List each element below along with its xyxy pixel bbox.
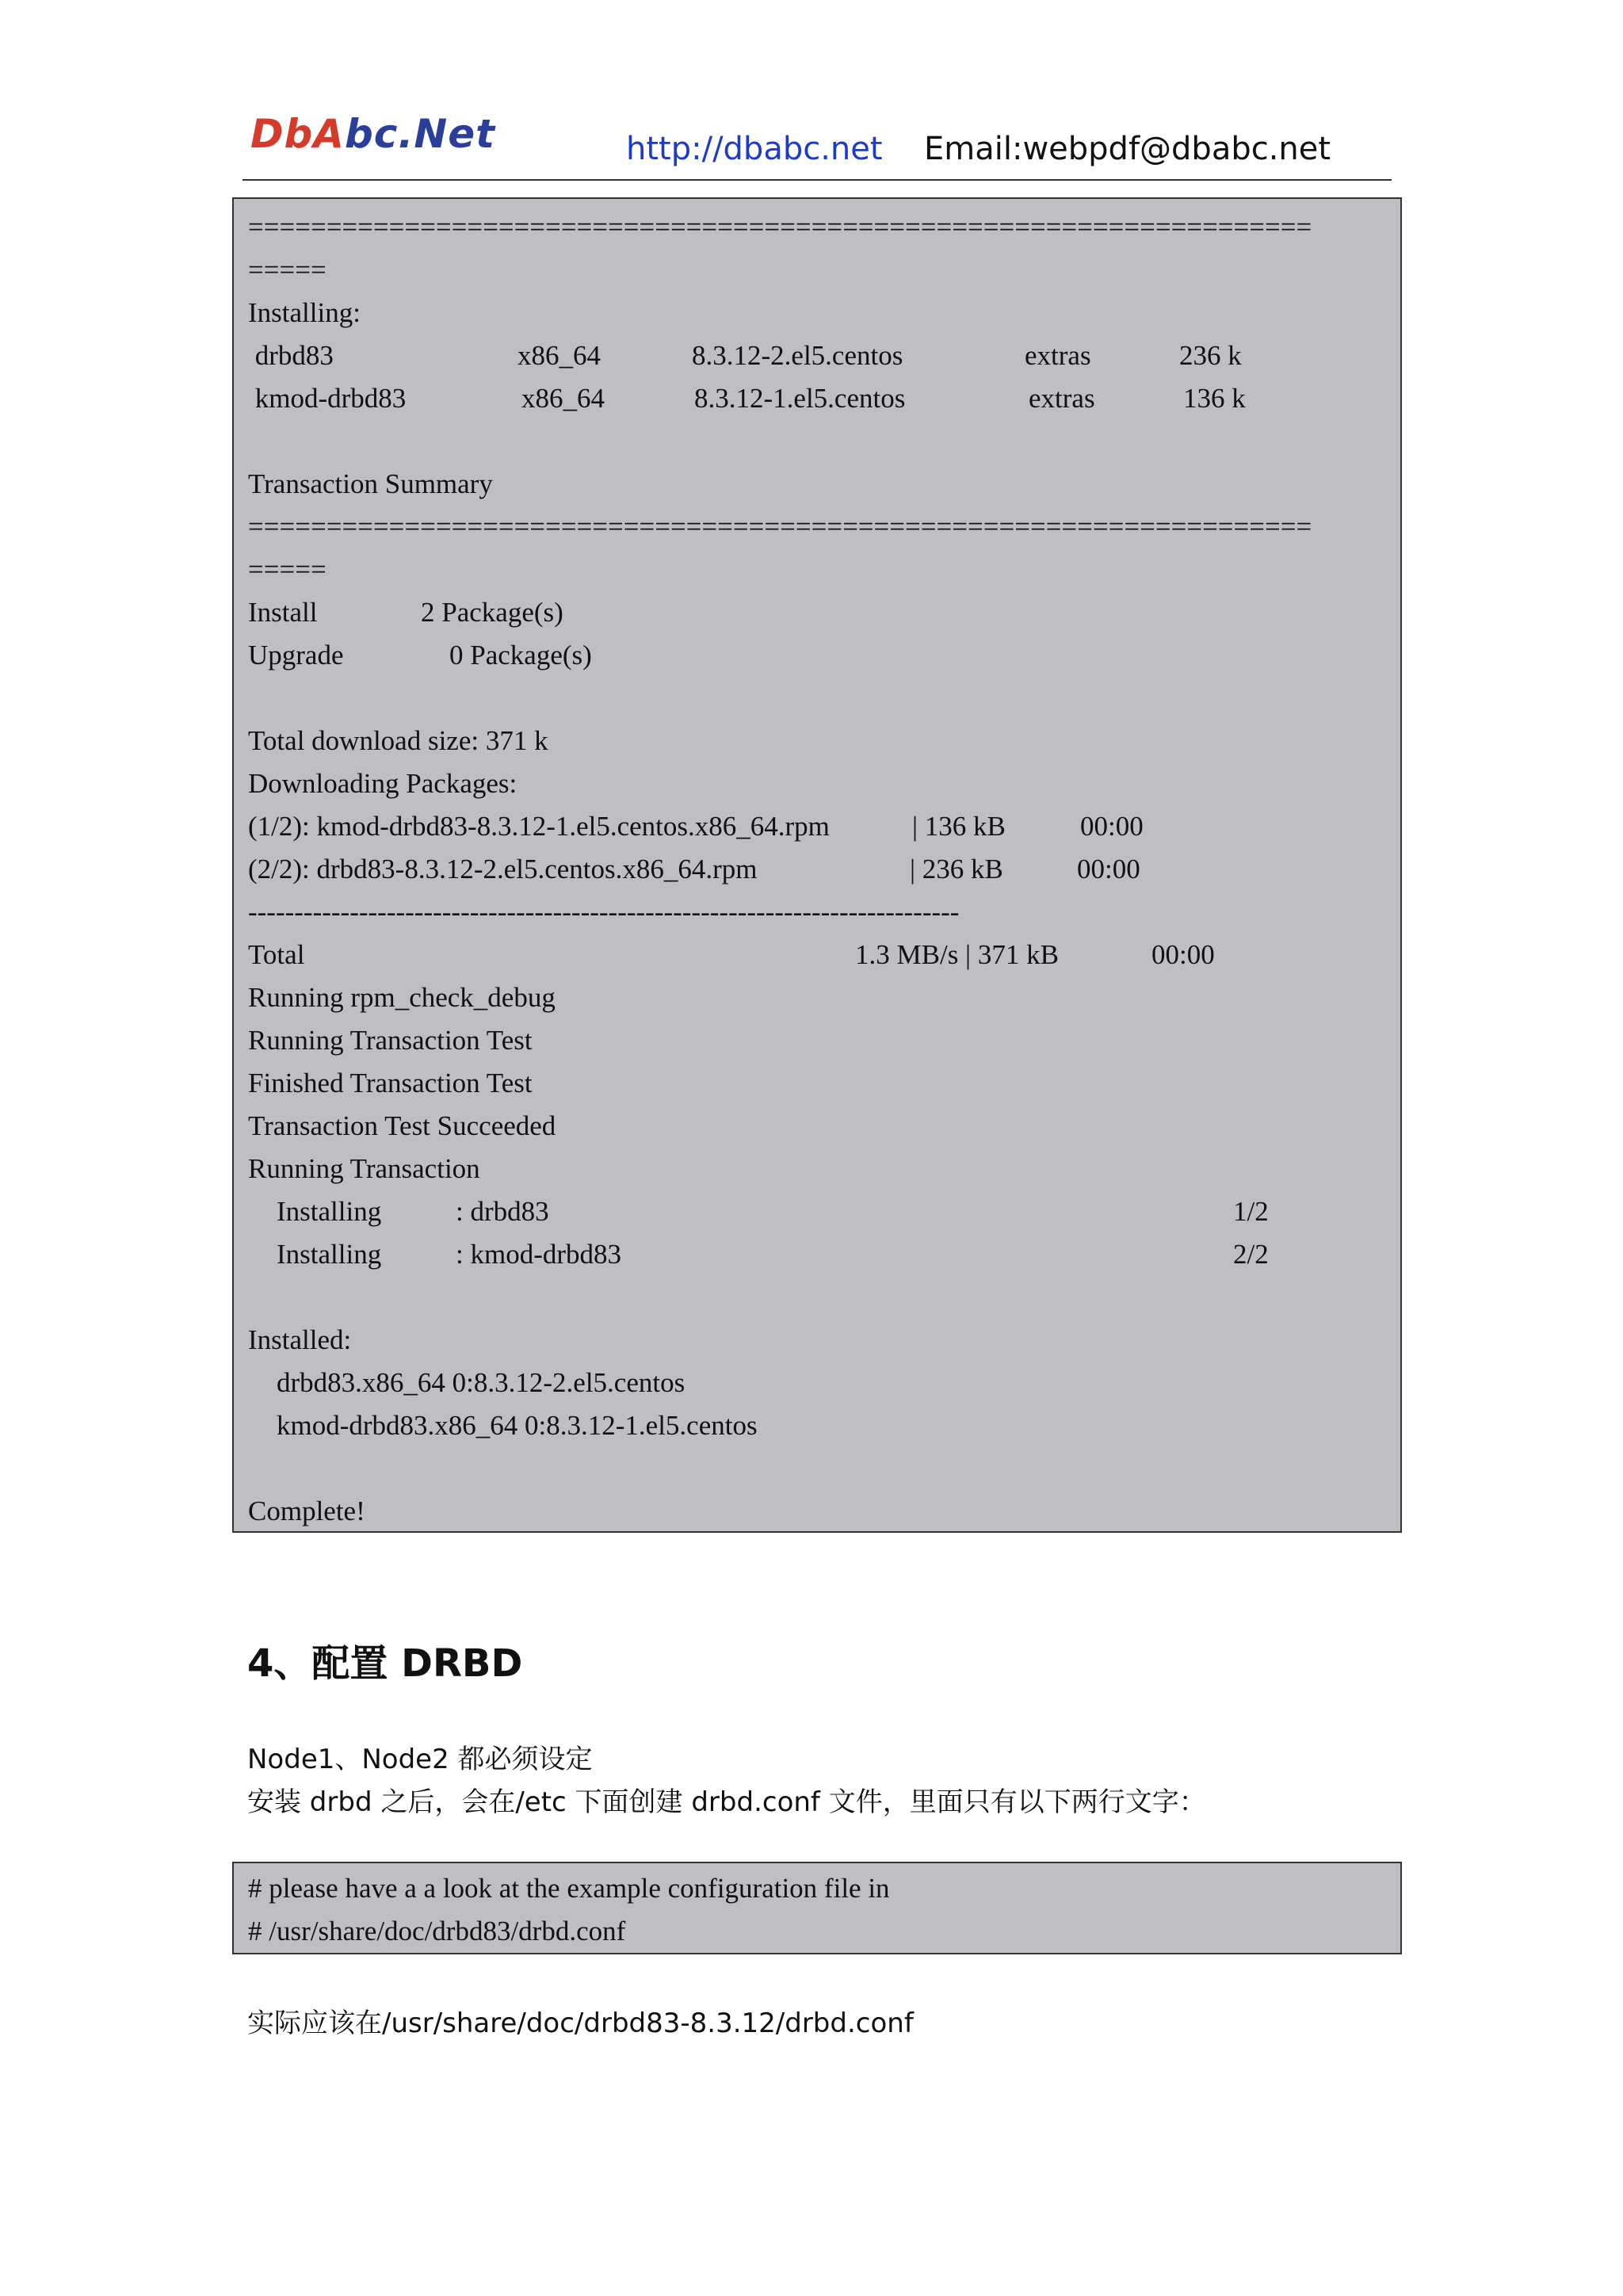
- code-line: Running Transaction Test: [248, 1025, 533, 1056]
- code-line: # /usr/share/doc/drbd83/drbd.conf: [248, 1916, 626, 1946]
- code-block-yum-output: [232, 197, 1402, 1533]
- code-line: x86_64: [521, 383, 605, 414]
- code-line: Installing: [277, 1196, 382, 1227]
- code-line: 236 k: [1179, 340, 1242, 371]
- paragraph-nodes: Node1、Node2 都必须设定: [247, 1744, 593, 1775]
- code-line: 2 Package(s): [421, 597, 563, 628]
- code-line: Finished Transaction Test: [248, 1068, 533, 1098]
- header-url-link[interactable]: http://dbabc.net: [626, 131, 883, 167]
- code-line: x86_64: [517, 340, 601, 371]
- code-line: drbd83.x86_64 0:8.3.12-2.el5.centos: [277, 1367, 685, 1398]
- code-line: Total: [248, 939, 305, 970]
- logo-text-part1: DbA: [250, 111, 345, 157]
- code-line: Total download size: 371 k: [248, 725, 548, 756]
- code-line: Downloading Packages:: [248, 768, 517, 799]
- code-line: Install: [248, 597, 318, 628]
- code-line: Running Transaction: [248, 1153, 480, 1184]
- code-line: kmod-drbd83.x86_64 0:8.3.12-1.el5.centos: [277, 1410, 758, 1441]
- code-line: Complete!: [248, 1496, 365, 1526]
- code-line: Transaction Test Succeeded: [248, 1110, 556, 1141]
- page-header: [242, 111, 1392, 181]
- code-line: | 136 kB: [912, 811, 1006, 842]
- code-line: 0 Package(s): [449, 640, 592, 670]
- code-line: Installing:: [248, 297, 361, 328]
- code-line: 1/2: [1233, 1196, 1269, 1227]
- code-line: -----------------------------------------------------------------------------: [248, 896, 960, 927]
- code-line: Installed:: [248, 1324, 352, 1355]
- code-line: ====================================================================: [248, 511, 1312, 542]
- code-line: 1.3 MB/s | 371 kB: [855, 939, 1059, 970]
- code-line: kmod-drbd83: [248, 383, 407, 414]
- code-line: extras: [1029, 383, 1095, 414]
- code-line: (2/2): drbd83-8.3.12-2.el5.centos.x86_64.rpm: [248, 854, 758, 884]
- dbabc-logo: [250, 111, 495, 157]
- code-line: ====================================================================: [248, 212, 1312, 243]
- code-line: Running rpm_check_debug: [248, 982, 556, 1013]
- code-line: 00:00: [1080, 811, 1144, 842]
- code-line: Installing: [277, 1239, 382, 1270]
- code-line: 8.3.12-2.el5.centos: [692, 340, 903, 371]
- code-line: extras: [1025, 340, 1091, 371]
- code-line: 8.3.12-1.el5.centos: [694, 383, 906, 414]
- code-line: # please have a a look at the example configuration file in: [248, 1873, 890, 1904]
- code-line: =====: [248, 554, 327, 585]
- code-line: Transaction Summary: [248, 468, 493, 499]
- paragraph-actual-location: 实际应该在/usr/share/doc/drbd83-8.3.12/drbd.conf: [247, 2008, 914, 2039]
- section-heading: 4、配置 DRBD: [247, 1641, 523, 1686]
- paragraph-drbd-conf: 安装 drbd 之后，会在/etc 下面创建 drbd.conf 文件，里面只有以下两行文字：: [247, 1786, 1206, 1818]
- code-line: Upgrade: [248, 640, 344, 670]
- code-line: drbd83: [248, 340, 334, 371]
- code-line: 2/2: [1233, 1239, 1269, 1270]
- code-line: (1/2): kmod-drbd83-8.3.12-1.el5.centos.x86_64.rpm: [248, 811, 830, 842]
- logo-text-part2: bc.Net: [345, 111, 496, 157]
- code-block-drbd-conf: [232, 1862, 1402, 1954]
- code-line: | 236 kB: [910, 854, 1003, 884]
- code-line: =====: [248, 254, 327, 285]
- code-line: : kmod-drbd83: [456, 1239, 622, 1270]
- code-line: : drbd83: [456, 1196, 549, 1227]
- code-line: 00:00: [1151, 939, 1215, 970]
- code-line: 136 k: [1183, 383, 1246, 414]
- code-line: 00:00: [1077, 854, 1140, 884]
- header-email: Email:webpdf@dbabc.net: [924, 131, 1331, 167]
